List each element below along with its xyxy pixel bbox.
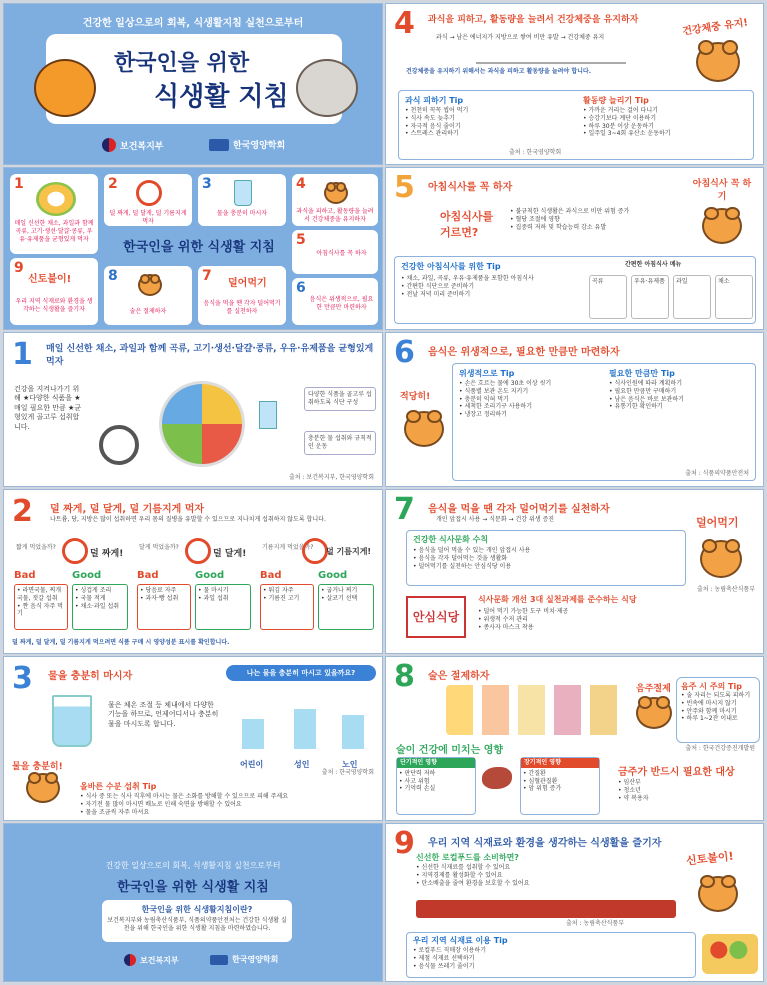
guideline-3-source: 출처 : 한국영양학회 (321, 769, 374, 776)
guideline-7-flow: 개인 앞접시 사용 → 식문화 → 건강 위생 증진 (436, 516, 555, 523)
cover-subtitle: 건강한 일상으로의 회복, 식생활지침 실천으로부터 (82, 18, 304, 29)
guideline-1-panel: 1 매일 신선한 채소, 과일과 함께 곡류, 고기·생선·달걀·콩류, 우유·유제품을 균형있게 먹자 건강을 지켜나가기 위해 ★다양한 식품을 ★매일 필요한 만큼 ★균형있게 골고루 섭취합니다. 다양한 식품을 골고루 섭취하도록 식단 구성 충분한 물 섭취와 규칙적인 운동 출처 : 보건복지부, 한국영양학회 (3, 332, 383, 487)
guideline-7-bubble: 덜어먹기 (696, 516, 739, 529)
guideline-4-tips-box: 과식 피하기 Tip • 천천히 꼭꼭 씹어 먹기 • 식사 속도 늦추기 • 자극적 음식 줄이기 • 스트레스 관리하기 활동량 늘리기 Tip • 가까운 거리는 걸어 다니기 • 승강기보다 계단 이용하기 • 하루 30분 이상 운동하기 • 일주일 3~4회 유산소 운동하기 출처 : 한국영양학회 (398, 90, 754, 160)
cover-title-line2: 식생활 지침 (154, 82, 289, 112)
guideline-6-bubble: 적당히! (400, 392, 431, 402)
guideline-7-panel: 7 음식을 먹을 땐 각자 덜어먹기를 실천하자 개인 앞접시 사용 → 식문화 → 건강 위생 증진 건강한 식사문화 수칙 • 음식을 덜어 먹을 수 있는 개인 앞접시 사용 • 음식을 각자 덜어먹는 것을 생활화 • 덜어먹기를 실천하는 안심식당 이용 덜어먹기 안심식당 식사문화 개선 3대 실천과제를 준수하는 식당 • 덜어 먹기 가능한 도구 비치·제공 • 위생적 수저 관리 • 종사자 마스크 착용 출처 : 농림축산식품부 (385, 489, 764, 654)
guideline-1-source: 출처 : 보건복지부, 한국영양학회 (289, 474, 374, 482)
guideline-5-right-list: • 불규칙한 식생활은 과식으로 비만 위험 증가 • 혈당 조절에 영향 • 집중력 저하 및 학습능력 감소 유발 (510, 208, 680, 231)
guideline-2-card-3: 기름지게 먹었을까? 덜 기름지게! Bad Good • 튀김 자주 • 기름진 고기 • 굽거나 찌기 • 살코기 선택 (258, 538, 376, 632)
food-balance-plate-icon (159, 381, 245, 467)
bicycle-wheel-icon (99, 425, 139, 465)
bear-mascot-icon (138, 274, 162, 296)
ministry-logo: 보건복지부 (102, 138, 163, 152)
overview-item-7: 7 덜어먹기 음식을 먹을 땐 각자 덜어먹기를 실천하자 (198, 266, 286, 325)
guideline-3-panel: 3 물을 충분히 마시자 물은 체온 조절 등 체내에서 다양한 기능을 하므로, 언제어디서나 충분히 물을 마시도록 합니다. 나는 물을 충분히 마시고 있을까요? 어린이 성인 노인 출처 : 한국영양학회 물을 충분히! 올바른 수분 섭취 Tip • 식사 중 또는 식사 직후에 마시는 물은 소화를 방해할 수 있으므로 피해 주세요 • 자기전 물 많이 마시면 배뇨로 인해 숙면을 방해할 수 있어요 • 물을 조금씩 자주 마셔요 (3, 656, 383, 821)
overview-item-2: 2 덜 짜게, 덜 달게, 덜 기름지게 먹자 (104, 174, 192, 226)
cover-panel (3, 3, 383, 165)
guideline-8-panel: 8 술은 절제하자 음주절제 음주 시 주의 Tip • 술 자리는 되도록 피하기 • 빈속에 마시지 않기 • 안주와 함께 마시기 • 하루 1~2잔 이내로 술이 건강에 미치는 영향 단기적인 영향 • 판단력 저하 • 사고 위험 • 기억력 손실 장기적인 영향 • 간질환 • 심혈관질환 • 암 위험 증가 금주가 반드시 필요한 대상 • 임산부 • 청소년 • 약 복용자 출처 : 한국건강증진개발원 (385, 656, 764, 821)
korea-emblem-icon (124, 954, 136, 966)
overview-title: 한국인을 위한 식생활 지침 (123, 240, 275, 255)
water-glass-icon (52, 695, 92, 747)
guideline-1-note2: 충분한 물 섭취와 규칙적인 운동 (304, 431, 376, 455)
water-tap-icon (236, 697, 368, 755)
guideline-2-card-2: 달게 먹었을까? 덜 달게! Bad Good • 당음료 자주 • 과자·빵 섭취 • 물 마시기 • 과일 섭취 (135, 538, 253, 632)
guideline-3-badge: 물을 충분히! (12, 762, 63, 772)
guideline-4-panel: 4 과식을 피하고, 활동량을 늘려서 건강체중을 유지하자 과식 → 남은 에너지가 지방으로 쌓여 비만 유발 → 건강체중 유지 건강체중을 유지하기 위해서는 과식을 피하고 활동량을 늘려야 합니다. 건강체중 유지! 과식 피하기 Tip • 천천히 꼭꼭 씹어 먹기 • 식사 속도 늦추기 • 자극적 음식 줄이기 • 스트레스 관리하기 활동량 늘리기 Tip • 가까운 거리는 걸어 다니기 • 승강기보다 계단 이용하기 • 하루 30분 이상 운동하기 • 일주일 3~4회 유산소 운동하기 출처 : 한국영양학회 (385, 3, 764, 165)
guideline-2-card-1: 짧게 먹었을까? 덜 짜게! Bad Good • 라면국물, 찌개국물, 젓갈 섭취 • 짠 음식 자주 먹기 • 싱겁게 조리 • 국물 적게 • 채소·과일 섭취 (12, 538, 130, 632)
no-fat-icon (302, 538, 328, 564)
guideline-3-text: 물은 체온 조절 등 체내에서 다양한 기능을 하므로, 언제어디서나 충분히 물을 마시도록 합니다. (108, 701, 219, 728)
long-term-box: 장기적인 영향 • 간질환 • 심혈관질환 • 암 위험 증가 (520, 757, 600, 815)
korea-emblem-icon (102, 138, 116, 152)
kns-logo-icon (209, 139, 229, 151)
guideline-8-title: 술은 절제하자 (428, 671, 490, 682)
bear-mascot-icon (698, 876, 738, 912)
tiger-mascot-icon (34, 59, 96, 117)
adult-label: 성인 (294, 760, 310, 769)
guideline-7-tip-box: 건강한 식사문화 수칙 • 음식을 덜어 먹을 수 있는 개인 앞접시 사용 • 음식을 각자 덜어먹는 것을 생활화 • 덜어먹기를 실천하는 안심식당 이용 (406, 530, 686, 586)
guideline-6-panel: 6 음식은 위생적으로, 필요한 만큼만 마련하자 적당히! 위생적으로 Tip • 손은 흐르는 물에 30초 이상 씻기 • 식품별 보관 온도 지키기 • 충분히 익혀 먹기 • 세척한 조리기구 사용하기 • 냉장고 정리하기 필요한 만큼만 Tip • 식사인원에 따라 계획하기 • 필요한 만큼만 구매하기 • 남은 음식은 바로 보관하기 • 유통기한 확인하기 출처 : 식품의약품안전처 (385, 332, 764, 487)
overview-item-3: 3 물을 충분히 마시자 (198, 174, 286, 226)
guideline-1-title: 매일 신선한 채소, 과일과 함께 곡류, 고기·생선·달걀·콩류, 우유·유제품을 균형있게 먹자 (46, 344, 374, 367)
guideline-5-tips-box: 건강한 아침식사를 위한 Tip • 채소, 과일, 곡류, 우유·유제품을 포함한 아침식사 • 간편한 식단으로 준비하기 • 전날 저녁 미리 준비하기 간편한 아침식사 메뉴 곡류 우유·유제품 과일 채소 (394, 256, 756, 324)
org-logo: 한국영양학회 (209, 138, 285, 151)
guideline-4-bubble: 건강체중 유지! (681, 17, 749, 38)
bear-mascot-icon (702, 208, 742, 244)
back-org-logo: 한국영양학회 (210, 954, 278, 965)
child-label: 어린이 (240, 760, 264, 769)
guideline-8-effect-title: 술이 건강에 미치는 영향 (396, 745, 504, 756)
bear-mascot-icon (636, 697, 672, 729)
guideline-8-note-box: 음주 시 주의 Tip • 술 자리는 되도록 피하기 • 빈속에 마시지 않기 • 안주와 함께 마시기 • 하루 1~2잔 이내로 (676, 677, 760, 743)
back-question-box: 한국인을 위한 식생활지침이란? 보건복지부와 농림축산식품부, 식품의약품안전처는 건강한 식생활 실천을 위해 한국인을 위한 식생활 지침을 마련하였습니다. (102, 900, 292, 942)
guideline-1-left-text: 건강을 지켜나가기 위해 ★다양한 식품을 ★매일 필요한 만큼 ★균형있게 골고루 섭취합니다. (14, 385, 82, 431)
guideline-8-bottom-title: 금주가 반드시 필요한 대상 (618, 767, 735, 778)
guideline-5-panel: 5 아침식사를 꼭 하자 아침식사를 거르면? • 불규칙한 식생활은 과식으로 비만 위험 증가 • 혈당 조절에 영향 • 집중력 저하 및 학습능력 감소 유발 아침식사 꼭 하기 건강한 아침식사를 위한 Tip • 채소, 과일, 곡류, 우유·유제품을 포함한 아침식사 • 간편한 식단으로 준비하기 • 전날 저녁 미리 준비하기 간편한 아침식사 메뉴 곡류 우유·유제품 과일 채소 (385, 167, 764, 330)
overview-item-9: 9 신토불이! 우리 지역 식재료와 환경을 생각하는 식생활을 즐기자 (10, 258, 98, 325)
overview-item-6: 6 음식은 위생적으로, 필요한 만큼만 마련하자 (292, 278, 378, 325)
guideline-1-note1: 다양한 식품을 골고루 섭취하도록 식단 구성 (304, 387, 376, 411)
guideline-3-tips: • 식사 중 또는 식사 직후에 마시는 물은 소화를 방해할 수 있으므로 피해 주세요 • 자기전 물 많이 마시면 배뇨로 인해 숙면을 방해할 수 있어요 • 물을 조금씩 자주 마셔요 (80, 793, 376, 816)
no-sugar-icon (185, 538, 211, 564)
food-plate-icon (36, 182, 76, 216)
bear-mascot-icon (324, 182, 348, 204)
vegetable-basket-icon (702, 934, 758, 974)
overview-bubble-9: 신토불이! (28, 274, 72, 285)
guideline-3-tip-title: 올바른 수분 섭취 Tip (80, 782, 157, 791)
elder-label: 노인 (342, 760, 358, 769)
safe-restaurant-logo: 안심식당 (406, 596, 466, 638)
water-glass-icon (234, 180, 252, 206)
guideline-3-bubble: 나는 물을 충분히 마시고 있을까요? (226, 665, 376, 681)
back-ministry-logo: 보건복지부 (124, 954, 179, 966)
guideline-2-title: 덜 짜게, 덜 달게, 덜 기름지게 먹자 (50, 504, 205, 515)
guideline-6-title: 음식은 위생적으로, 필요한 만큼만 마련하자 (428, 347, 620, 358)
back-title: 한국인을 위한 식생활 지침 (117, 880, 269, 895)
exercise-icons (476, 48, 626, 64)
guideline-2-intro: 나트륨, 당, 지방은 많이 섭취하면 우리 몸의 질병을 유발할 수 있으므로 지나치게 섭취하지 않도록 합니다. (50, 516, 326, 523)
overview-item-4: 4 과식을 피하고, 활동량을 늘려서 건강체중을 유지하자 (292, 174, 378, 226)
guideline-9-title: 우리 지역 식재료와 환경을 생각하는 식생활을 즐기자 (428, 838, 662, 849)
overview-bubble-7: 덜어먹기 (228, 278, 267, 289)
short-term-box: 단기적인 영향 • 판단력 저하 • 사고 위험 • 기억력 손실 (396, 757, 476, 815)
liver-icon (482, 767, 512, 789)
bear-mascot-icon (700, 540, 742, 578)
guideline-6-box: 위생적으로 Tip • 손은 흐르는 물에 30초 이상 씻기 • 식품별 보관 온도 지키기 • 충분히 익혀 먹기 • 세척한 조리기구 사용하기 • 냉장고 정리하기 필요한 만큼만 Tip • 식사인원에 따라 계획하기 • 필요한 만큼만 구매하기 • 남은 음식은 바로 보관하기 • 유통기한 확인하기 출처 : 식품의약품안전처 (452, 363, 756, 481)
overview-item-1: 1 매일 신선한 채소, 과일과 함께 곡류, 고기·생선·달걀·콩류, 우유·유제품을 균형있게 먹자 (10, 174, 98, 254)
guideline-9-tip-box: 우리 지역 식재료 이용 Tip • 로컬푸드 직매장 이용하기 • 제철 식재료 선택하기 • 음식물 쓰레기 줄이기 (406, 932, 696, 978)
bicycle-plate-icon (99, 381, 299, 471)
glasses-icons (446, 685, 626, 735)
guideline-5-left: 아침식사를 거르면? (440, 210, 494, 239)
guideline-9-panel: 9 우리 지역 식재료와 환경을 생각하는 식생활을 즐기자 신선한 로컬푸드를 소비하면? • 신선한 식재료를 섭취할 수 있어요 • 지역경제를 활성화할 수 있어요 • 탄소배출을 줄여 환경을 보호할 수 있어요 출처 : 농림축산식품부 신토불이! 우리 지역 식재료 이용 Tip • 로컬푸드 직매장 이용하기 • 제철 식재료 선택하기 • 음식물 쓰레기 줄이기 (385, 823, 764, 982)
guideline-5-bubble: 아침식사 꼭 하기 (692, 179, 752, 202)
back-cover-panel (3, 823, 383, 982)
overview-item-8: 8 술은 절제하자 (104, 266, 192, 325)
bear-mascot-icon (696, 42, 740, 82)
guideline-9-bubble: 신토불이! (685, 849, 735, 868)
bear-mascot-icon (296, 59, 358, 117)
guideline-4-flow: 과식 → 남은 에너지가 지방으로 쌓여 비만 유발 → 건강체중 유지 (436, 34, 605, 41)
guideline-5-title: 아침식사를 꼭 하자 (428, 182, 513, 193)
local-food-banner (416, 900, 676, 918)
back-subtitle: 건강한 일상으로의 회복, 식생활지침 실천으로부터 (105, 861, 281, 870)
no-salt-icon (62, 538, 88, 564)
kns-logo-icon (210, 955, 228, 965)
guideline-2-footer: 덜 짜게, 덜 달게, 덜 기름지게 먹으려면 식품 구매 시 영양성분 표시를 확인합니다. (12, 639, 230, 647)
bear-mascot-icon (26, 773, 60, 803)
guideline-3-title: 물을 충분히 마시자 (48, 671, 133, 682)
guideline-4-title: 과식을 피하고, 활동량을 늘려서 건강체중을 유지하자 (428, 15, 639, 25)
guideline-7-title: 음식을 먹을 땐 각자 덜어먹기를 실천하자 (428, 504, 610, 515)
guideline-8-bubble: 음주절제 (636, 684, 671, 694)
guideline-4-warning: 건강체중을 유지하기 위해서는 과식을 피하고 활동량을 늘려야 합니다. (406, 68, 591, 75)
overview-panel (3, 167, 383, 330)
water-cup-icon (259, 401, 277, 429)
no-sign-icon (136, 180, 162, 206)
overview-item-5: 5 아침식사를 꼭 하자 (292, 230, 378, 274)
cover-title-line1: 한국인을 위한 (114, 51, 250, 76)
bear-mascot-icon (404, 411, 444, 447)
guideline-2-panel: 2 덜 짜게, 덜 달게, 덜 기름지게 먹자 나트륨, 당, 지방은 많이 섭취하면 우리 몸의 질병을 유발할 수 있으므로 지나치게 섭취하지 않도록 합니다. 짧게 먹었을까? 덜 짜게! Bad Good • 라면국물, 찌개국물, 젓갈 섭취 • 짠 음식 자주 먹기 • 싱겁게 조리 • 국물 적게 • 채소·과일 섭취 달게 먹었을까? 덜 달게! Bad Good • 당음료 자주 • 과자·빵 섭취 • 물 마시기 • 과일 섭취 기름지게 먹었을까? 덜 기름지게! Bad Good • 튀김 자주 • 기름진 고기 • 굽거나 찌기 • 살코기 선택 덜 짜게, 덜 달게, 덜 기름지게 먹으려면 식품 구매 시 영양성분 표시를 확인합니다. (3, 489, 383, 654)
